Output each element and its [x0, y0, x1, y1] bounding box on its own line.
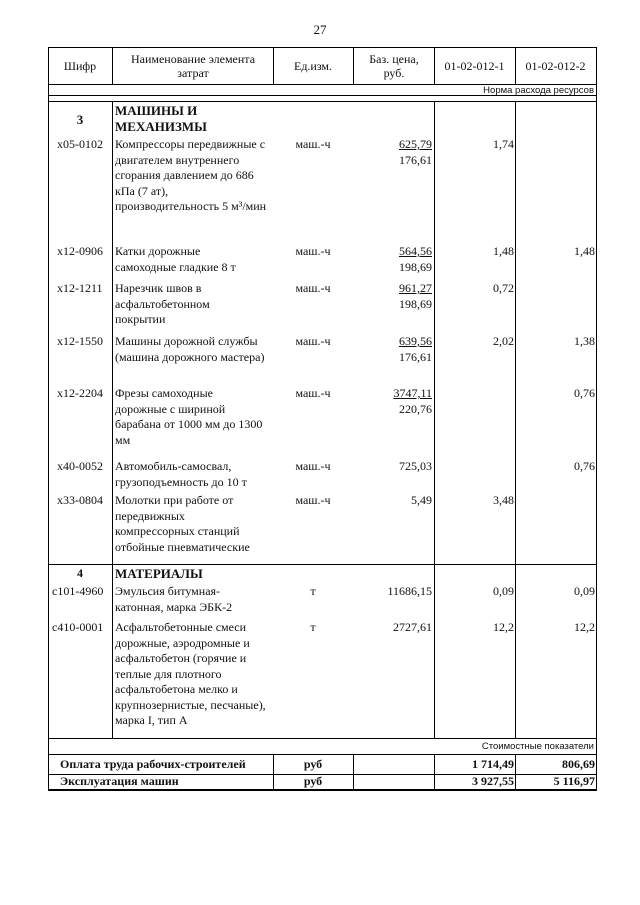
row-name: Молотки при работе от передвижных компрессорных станций отбойные пневматические — [115, 493, 250, 554]
header-base-price: Баз. цена, руб. — [369, 52, 419, 80]
row-name: Асфальтобетонные смеси дорожные, аэродромные и асфальтобетон (горячие и теплые для плотного асфальтобетона мелко и крупнозернистые, песчаные), марка I, тип А — [115, 620, 266, 727]
row-value-1: 2,02 — [493, 334, 514, 348]
row-value-2: 0,76 — [574, 459, 595, 473]
row-unit: т — [310, 620, 316, 634]
row-price-2: 198,69 — [399, 260, 432, 274]
row-name: Компрессоры передвижные с двигателем внутреннего сгорания давлением до 686 кПа (7 ат), производительность 5 м³/мин — [115, 137, 267, 213]
row-price: 961,27 — [399, 281, 432, 295]
row-unit: маш.-ч — [295, 137, 331, 151]
row-price-2: 176,61 — [399, 153, 432, 167]
row-name: Машины дорожной службы (машина дорожного мастера) — [115, 334, 265, 364]
totals-value-1: 1 714,49 — [472, 757, 514, 771]
row-value-2: 1,38 — [574, 334, 595, 348]
header-name: Наименование элемента затрат — [130, 52, 256, 80]
totals-value-2: 806,69 — [562, 757, 595, 771]
row-code: х12-0906 — [57, 244, 103, 258]
totals-value-2: 5 116,97 — [553, 774, 595, 788]
row-name: Фрезы самоходные дорожные с шириной барабана от 1000 мм до 1300 мм — [115, 386, 263, 447]
row-price: 2727,61 — [393, 620, 432, 634]
row-value-2: 0,09 — [574, 584, 595, 598]
row-code: с410-0001 — [52, 620, 104, 634]
row-price: 639,56 — [399, 334, 432, 348]
row-value-1: 12,2 — [493, 620, 514, 634]
header-col2: 01-02-012-2 — [525, 59, 586, 73]
row-price: 625,79 — [399, 137, 432, 151]
row-unit: маш.-ч — [295, 386, 331, 400]
row-code: х12-1211 — [57, 281, 103, 295]
section-title: МАШИНЫ И МЕХАНИЗМЫ — [115, 103, 207, 134]
row-name: Катки дорожные самоходные гладкие 8 т — [115, 244, 236, 274]
totals-unit: руб — [303, 757, 323, 771]
row-unit: маш.-ч — [295, 244, 331, 258]
row-price-2: 198,69 — [399, 297, 432, 311]
row-price-2: 176,61 — [399, 350, 432, 364]
row-code: х33-0804 — [57, 493, 103, 507]
row-price: 5,49 — [411, 493, 432, 507]
row-name: Эмульсия битумная-катонная, марка ЭБК-2 — [115, 584, 233, 614]
row-code: с101-4960 — [52, 584, 104, 598]
row-code: х05-0102 — [57, 137, 103, 151]
row-unit: маш.-ч — [295, 281, 331, 295]
row-name: Автомобиль-самосвал, грузоподъемность до 10 т — [115, 459, 247, 489]
totals-value-1: 3 927,55 — [472, 774, 514, 788]
row-value-1: 3,48 — [493, 493, 514, 507]
section-number: 4 — [77, 566, 83, 580]
row-unit: маш.-ч — [295, 459, 331, 473]
row-name: Нарезчик швов в асфальтобетонном покрытии — [115, 281, 210, 326]
section-title: МАТЕРИАЛЫ — [115, 566, 203, 581]
header-col1: 01-02-012-1 — [444, 59, 505, 73]
row-unit: т — [310, 584, 316, 598]
header-code: Шифр — [63, 59, 97, 73]
row-unit: маш.-ч — [295, 493, 331, 507]
row-value-2: 12,2 — [574, 620, 595, 634]
row-value-1: 0,72 — [493, 281, 514, 295]
row-price: 725,03 — [399, 459, 432, 473]
row-code: х12-1550 — [57, 334, 103, 348]
row-value-2: 1,48 — [574, 244, 595, 258]
row-price-2: 220,76 — [399, 402, 432, 416]
totals-name: Оплата труда рабочих-строителей — [60, 757, 246, 771]
row-value-2: 0,76 — [574, 386, 595, 400]
totals-name: Эксплуатация машин — [60, 774, 179, 788]
row-value-1: 1,74 — [493, 137, 514, 151]
page-number: 27 — [313, 22, 327, 37]
totals-unit: руб — [303, 774, 323, 788]
row-value-1: 1,48 — [493, 244, 514, 258]
row-price: 3747,11 — [393, 386, 432, 400]
cost-label: Стоимостные показатели — [481, 741, 594, 752]
row-price: 564,56 — [399, 244, 432, 258]
row-code: х40-0052 — [57, 459, 103, 473]
row-price: 11686,15 — [387, 584, 432, 598]
row-unit: маш.-ч — [295, 334, 331, 348]
header-unit: Ед.изм. — [293, 59, 333, 73]
norm-label: Норма расхода ресурсов — [483, 85, 594, 96]
row-code: х12-2204 — [57, 386, 103, 400]
row-value-1: 0,09 — [493, 584, 514, 598]
section-number: 3 — [76, 112, 84, 127]
